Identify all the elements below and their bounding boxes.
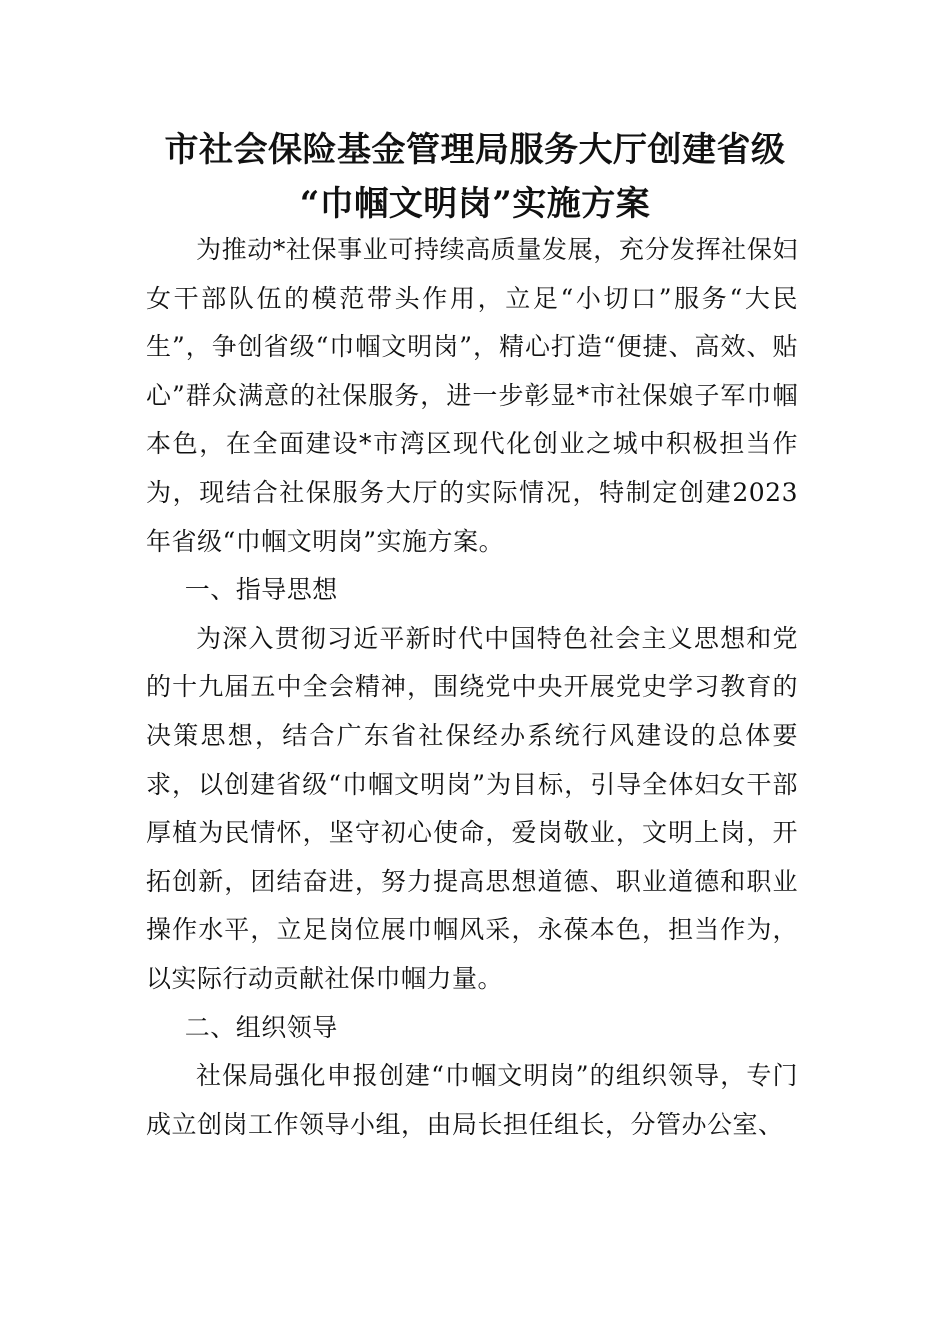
section-heading-organization: 二、组织领导 bbox=[184, 1012, 338, 1042]
intro-paragraph: 为推动*社保事业可持续高质量发展，充分发挥社保妇女干部队伍的模范带头作用，立足“小切口”服务“大民生”，争创省级“巾帼文明岗”，精心打造“便捷、高效、贴心”群众满意的社保服务，进一步彰显*市社保娘子军巾帼本色，在全面建设*市湾区现代化创业之城中积极担当作为，现结合社保服务大厅的实际情况，特制定创建2023年省级“巾帼文明岗”实施方案。 bbox=[146, 235, 798, 556]
section-heading-guiding-ideology: 一、指导思想 bbox=[184, 575, 338, 605]
document-body bbox=[146, 226, 798, 1149]
organization-paragraph: 社保局强化申报创建“巾帼文明岗”的组织领导，专门成立创岗工作领导小组，由局长担任组长，分管办公室、 bbox=[146, 1061, 798, 1139]
guiding-ideology-paragraph: 为深入贯彻习近平新时代中国特色社会主义思想和党的十九届五中全会精神，围绕党中央开展党史学习教育的决策思想，结合广东省社保经办系统行风建设的总体要求，以创建省级“巾帼文明岗”为目标，引导全体妇女干部厚植为民情怀，坚守初心使命，爱岗敬业，文明上岗，开拓创新，团结奋进，努力提高思想道德、职业道德和职业操作水平，立足岗位展巾帼风采，永葆本色，担当作为，以实际行动贡献社保巾帼力量。 bbox=[146, 623, 798, 993]
title-line-2: “巾帼文明岗”实施方案 bbox=[299, 184, 651, 224]
title-line-1: 市社会保险基金管理局服务大厅创建省级 bbox=[164, 130, 786, 170]
document-title bbox=[0, 123, 950, 231]
